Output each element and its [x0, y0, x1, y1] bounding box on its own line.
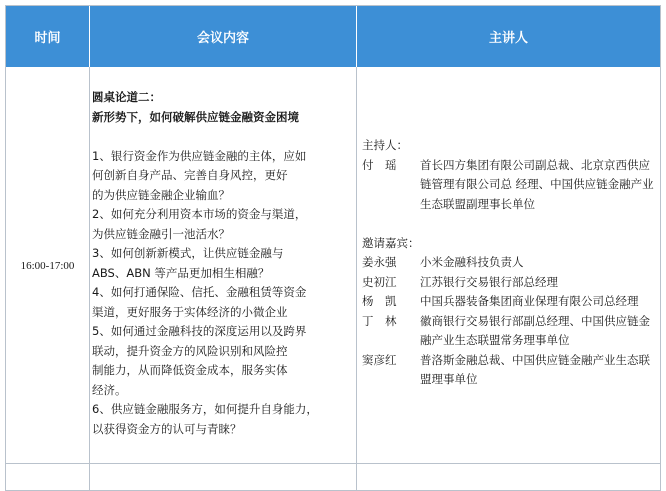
guest-title: 普洛斯金融总裁、中国供应链金融产业生态联盟理事单位 [420, 352, 650, 386]
header-time: 时间 [34, 31, 61, 46]
question-item: 4、如何打通保险、信托、金融租赁等资金 渠道，更好服务于实体经济的小微企业 [92, 285, 307, 319]
session-title-line2: 新形势下，如何破解供应链金融资金困境 [92, 109, 299, 124]
host-title: 首长四方集团有限公司副总裁、北京京西供应链管理有限公司总 经理、中国供应链金融产业生态联盟副理事长单位 [420, 157, 654, 211]
guest-name: 史初江 [362, 274, 397, 289]
column-divider [356, 67, 357, 491]
question-item: 1、银行资金作为供应链金融的主体，应如 何创新自身产品、完善自身风控，更好 的为供应链金融企业输血？ [92, 148, 307, 202]
guest-entry [362, 273, 658, 293]
host-label: 主持人： [362, 138, 408, 152]
speaker-list [362, 136, 658, 390]
session-title-line1: 圆桌论道二： [92, 90, 161, 104]
guests-label: 邀请嘉宾： [362, 235, 420, 250]
host-entry [362, 156, 658, 215]
question-item: 6、供应链金融服务方，如何提升自身能力， 以获得资金方的认可与青睐？ [92, 402, 318, 436]
table-header [6, 6, 660, 67]
question-item: 5、如何通过金融科技的深度运用以及跨界 联动，提升资金方的风险识别和风险控 制能力，从而降低资金成本，服务实体 经济。 [92, 324, 307, 397]
host-name: 付 瑶 [362, 157, 397, 172]
session-content [92, 88, 350, 439]
question-item: 2、如何充分利用资本市场的资金与渠道， 为供应链金融引一池活水？ [92, 207, 307, 241]
header-speaker: 主讲人 [488, 31, 528, 46]
guest-entry [362, 312, 658, 351]
guest-title: 小米金融科技负责人 [420, 255, 524, 269]
guest-entry [362, 253, 658, 273]
guest-title: 江苏银行交易银行部总经理 [420, 274, 558, 289]
guest-name: 杨 凯 [362, 294, 397, 308]
time-cell: 16:00-17:00 [20, 259, 75, 272]
guest-entry [362, 351, 658, 390]
header-content: 会议内容 [196, 31, 249, 46]
guest-title: 徽商银行交易银行部副总经理、中国供应链金融产业生态联盟常务理事单位 [420, 313, 650, 347]
guest-title: 中国兵器装备集团商业保理有限公司总经理 [420, 294, 639, 308]
guest-name: 丁 林 [362, 313, 397, 328]
guest-name: 窦彦红 [362, 352, 397, 367]
guest-entry [362, 292, 658, 312]
guest-name: 姜永强 [362, 255, 397, 269]
column-divider [89, 67, 90, 491]
row-divider [6, 463, 660, 464]
question-item: 3、如何创新新模式，让供应链金融与 ABS、ABN 等产品更加相生相融？ [92, 246, 284, 280]
